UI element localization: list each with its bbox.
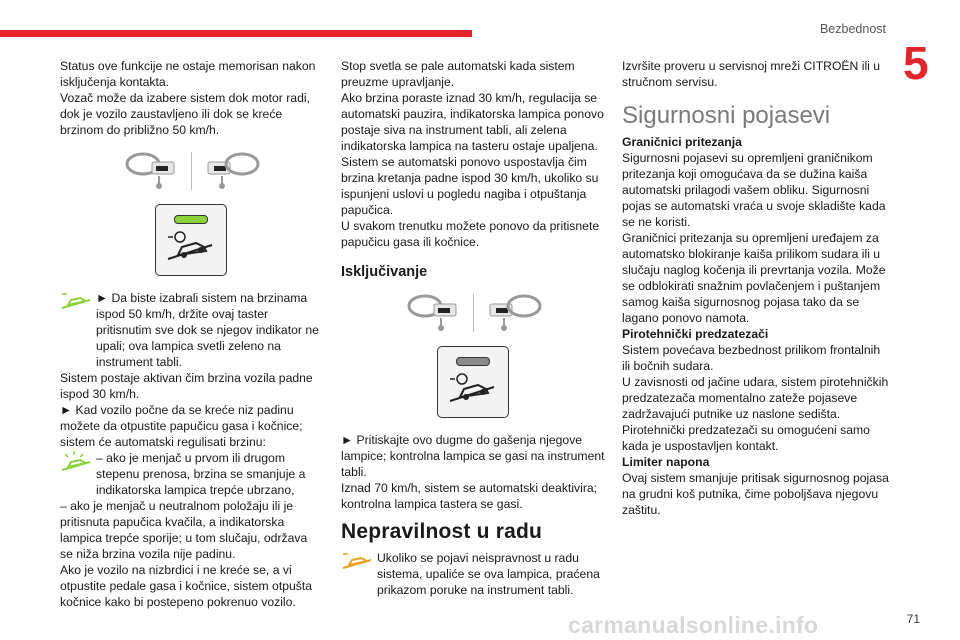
subheading: Graničnici pritezanja [622, 135, 742, 149]
paragraph: Ovaj sistem smanjuje pritisak sigurnosnog pojasa na grudni koš putnika, čime poboljšava njegovu zaštitu. [622, 471, 889, 517]
steering-wheel-icon [484, 292, 544, 332]
hill-descent-icon [448, 371, 496, 407]
column-2 [341, 58, 605, 598]
hill-descent-button [437, 346, 509, 418]
paragraph: U svakom trenutku možete ponovo da pritisnete papučicu gasa ili kočnice. [341, 219, 600, 249]
paragraph: Status ove funkcije ne ostaje memorisan nakon isključenja kontakta. [60, 59, 316, 89]
paragraph: Sistem povećava bezbednost prilikom frontalnih ili bočnih sudara. [622, 343, 881, 373]
paragraph: Sigurnosni pojasevi su opremljeni graničnikom pritezanja koji omogućava da se dužina kaiša automatski prilagodi vašem obliku. Sigurnosni pojas se automatski vraća u svoje skladište kada se ne koristi. [622, 151, 886, 229]
paragraph: ► Da biste izabrali sistem na brzinama ispod 50 km/h, držite ovaj taster pritisnutim sve dok se njegov indikator ne upali; ova lampica svetli zeleno na instrument tabli. [96, 291, 319, 369]
steering-wheel-icon [403, 292, 463, 332]
paragraph: Sistem postaje aktivan čim brzina vozila padne ispod 30 km/h. [60, 371, 313, 401]
top-accent-bar [0, 30, 472, 37]
paragraph: Stop svetla se pale automatski kada sistem preuzme upravljanje. [341, 59, 575, 89]
blinking-hill-descent-lamp-icon [60, 450, 92, 476]
divider [191, 152, 192, 190]
green-led-icon [174, 215, 208, 224]
subheading: Limiter napona [622, 455, 710, 469]
section-title: Bezbednost [819, 22, 886, 36]
paragraph: Pirotehnički predzatezači su omogućeni samo kada je uspostavljen kontakt. [622, 423, 870, 453]
paragraph: Ako brzina poraste iznad 30 km/h, regulacija se automatski pauzira, indikatorska lampica ponovo postaje siva na instrument tabli, ali zelena indikatorska lampica na tasteru ostaje upaljena. [341, 91, 604, 153]
steering-wheel-illustration [341, 292, 605, 336]
paragraph: ► Pritiskajte ovo dugme do gašenja njegove lampice; kontrolna lampica se gasi na instrument tabli. [341, 433, 605, 479]
section-heading: Isključivanje [341, 264, 428, 280]
paragraph: Sistem se automatski ponovo uspostavlja čim brzina kretanja padne ispod 30 km/h, ukoliko su ispunjeni uslovi u pogledu nagiba i otpuštanja papučica. [341, 155, 599, 217]
section-heading: Sigurnosni pojasevi [622, 102, 831, 129]
steering-wheel-illustration [60, 150, 322, 194]
hill-descent-button [155, 204, 227, 276]
page-number: 71 [906, 612, 920, 626]
paragraph: Izvršite proveru u servisnoj mreži CITROËN ili u stručnom servisu. [622, 59, 881, 89]
paragraph: Iznad 70 km/h, sistem se automatski deaktivira; kontrolna lampica tastera se gasi. [341, 481, 598, 511]
paragraph: U zavisnosti od jačine udara, sistem pirotehničkih predzatezača momentalno zateže pojaseve zadržavajući putnike uz naslone sedišta. [622, 375, 889, 421]
paragraph: – ako je menjač u prvom ili drugom stepenu prenosa, brzina se smanjuje a indikatorska lampica trepće ubrzano, [96, 451, 306, 497]
paragraph: Ukoliko se pojavi neispravnost u radu sistema, upaliće se ova lampica, praćena prikazom poruke na instrument tabli. [377, 551, 600, 597]
paragraph: Graničnici pritezanja su opremljeni uređajem za automatsko blokiranje kaiša prilikom sudara ili u slučaju naglog kočenja ili prevrtanja vozila. Može se odblokirati snažnim povlačenjem i puštanjem samog kaiša sigurnosnog pojasa tako da se lagano ponovo namota. [622, 231, 886, 325]
green-hill-descent-lamp-icon [60, 290, 92, 312]
instruction-block [341, 550, 605, 598]
paragraph: Ako je vozilo na nizbrdici i ne kreće se, a vi otpustite pedale gasa i kočnice, sistem otpušta kočnice kako bi postepeno pokrenuo vozilo. [60, 563, 313, 609]
hill-descent-icon [166, 229, 214, 265]
paragraph: – ako je menjač u neutralnom položaju ili je pritisnuta papučica kvačila, a indikatorska lampica trepće sporije; u tom slučaju, održava se niža brzina vozila nije padinu. [60, 499, 308, 561]
orange-hill-descent-lamp-icon [341, 550, 373, 572]
grey-led-icon [456, 357, 490, 366]
instruction-block [60, 290, 322, 370]
section-heading: Nepravilnost u radu [341, 520, 543, 543]
subheading: Pirotehnički predzatezači [622, 327, 769, 341]
column-1 [60, 58, 322, 610]
steering-wheel-icon [121, 150, 181, 190]
paragraph: Vozač može da izabere sistem dok motor radi, dok je vozilo zaustavljeno ili dok se kreće brzinom do približno 50 km/h. [60, 91, 310, 137]
chapter-number: 5 [903, 37, 929, 89]
column-3 [622, 58, 890, 518]
divider [473, 294, 474, 332]
steering-wheel-icon [202, 150, 262, 190]
paragraph: ► Kad vozilo počne da se kreće niz padinu možete da otpustite papučicu gasa i kočnice; sistem će automatski regulisati brzinu: [60, 403, 303, 449]
watermark: carmanualsonline.info [568, 612, 819, 638]
instruction-block [60, 450, 322, 498]
